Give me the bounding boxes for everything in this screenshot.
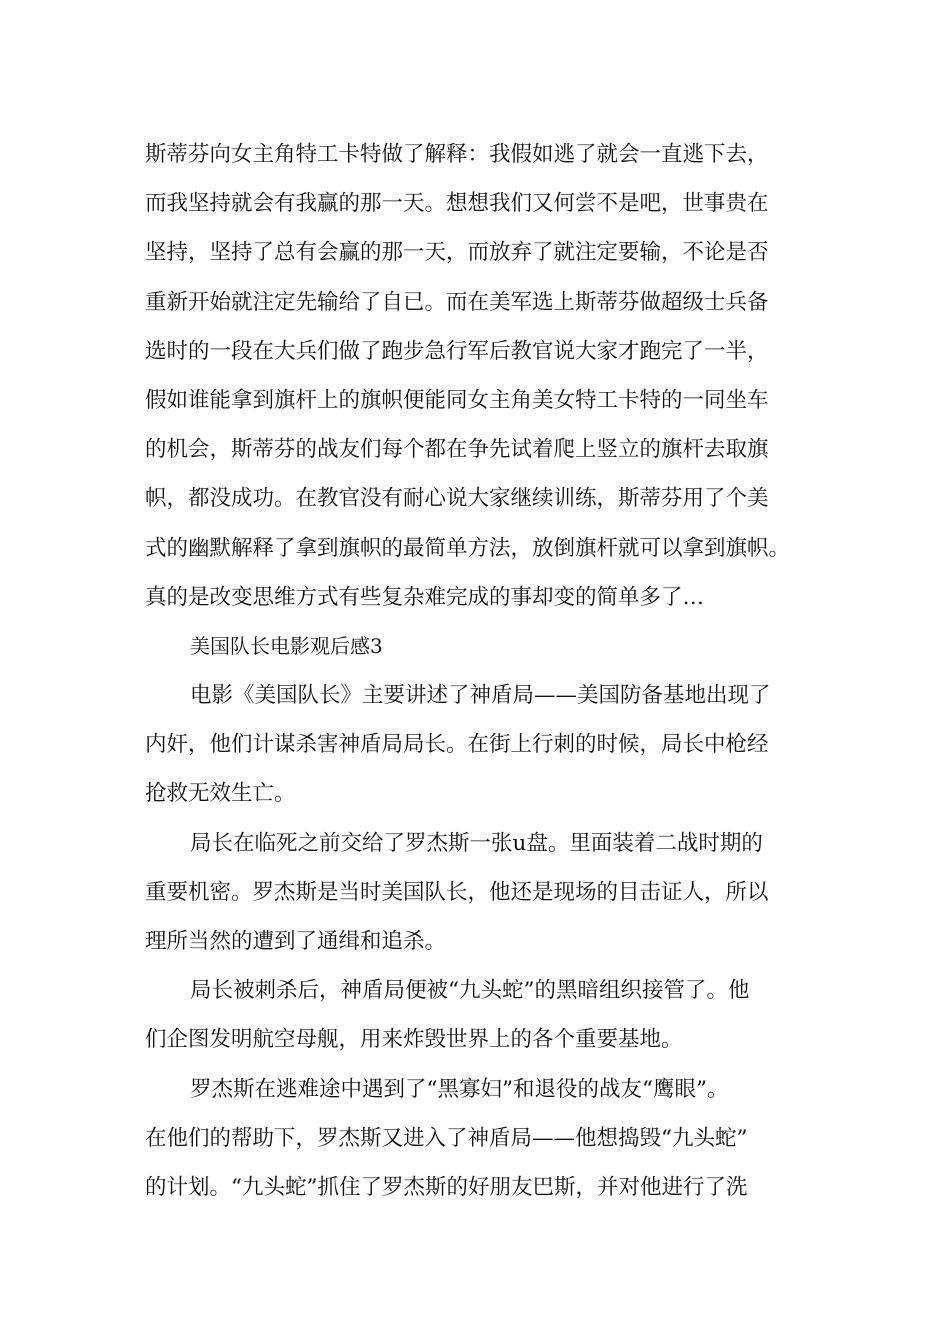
text-line: 们企图发明航空母舰，用来炸毁世界上的各个重要基地。 (145, 1027, 683, 1053)
text-line: 选时的一段在大兵们做了跑步急行军后教官说大家才跑完了一半， (145, 338, 769, 364)
text-line: 重新开始就注定先输给了自已。而在美军选上斯蒂芬做超级士兵备 (145, 289, 769, 315)
text-line: 电影《美国队长》主要讲述了神盾局——美国防备基地出现了 (190, 683, 771, 709)
document-body (145, 130, 815, 1212)
text-line: 在他们的帮助下，罗杰斯又进入了神盾局——他想捣毁“九头蛇” (145, 1125, 748, 1151)
text-line: 的计划。“九头蛇”抓住了罗杰斯的好朋友巴斯，并对他进行了洗 (145, 1174, 748, 1200)
text-line: 而我坚持就会有我赢的那一天。想想我们又何尝不是吧，世事贵在 (145, 191, 769, 217)
text-line: 局长被刺杀后，神盾局便被“九头蛇”的黑暗组织接管了。他 (190, 978, 750, 1004)
text-line: 斯蒂芬向女主角特工卡特做了解释：我假如逃了就会一直逃下去， (145, 142, 769, 167)
text-line: 抢救无效生亡。 (145, 781, 296, 807)
text-line: 的机会，斯蒂芬的战友们每个都在争先试着爬上竖立的旗杆去取旗 (145, 437, 769, 463)
text-line: 罗杰斯在逃难途中遇到了“黑寡妇”和退役的战友“鹰眼”。 (190, 1076, 729, 1102)
text-line: 帜，都没成功。在教官没有耐心说大家继续训练，斯蒂芬用了个美 (145, 486, 769, 512)
section-heading: 美国队长电影观后感3 (190, 633, 383, 658)
text-line: 坚持，坚持了总有会赢的那一天，而放弃了就注定要输，不论是否 (145, 240, 769, 266)
text-line: 局长在临死之前交给了罗杰斯一张u盘。里面装着二战时期的 (190, 830, 763, 856)
text-line: 真的是改变思维方式有些复杂难完成的事却变的简单多了… (145, 584, 705, 610)
text-line: 重要机密。罗杰斯是当时美国队长，他还是现场的目击证人，所以 (145, 879, 769, 905)
text-line: 内奸，他们计谋杀害神盾局局长。在街上行刺的时候，局长中枪经 (145, 732, 769, 758)
text-line: 理所当然的遭到了通缉和追杀。 (145, 929, 447, 954)
text-line: 假如谁能拿到旗杆上的旗帜便能同女主角美女特工卡特的一同坐车 (145, 387, 769, 413)
text-line: 式的幽默解释了拿到旗帜的最简单方法，放倒旗杆就可以拿到旗帜。 (145, 535, 791, 561)
